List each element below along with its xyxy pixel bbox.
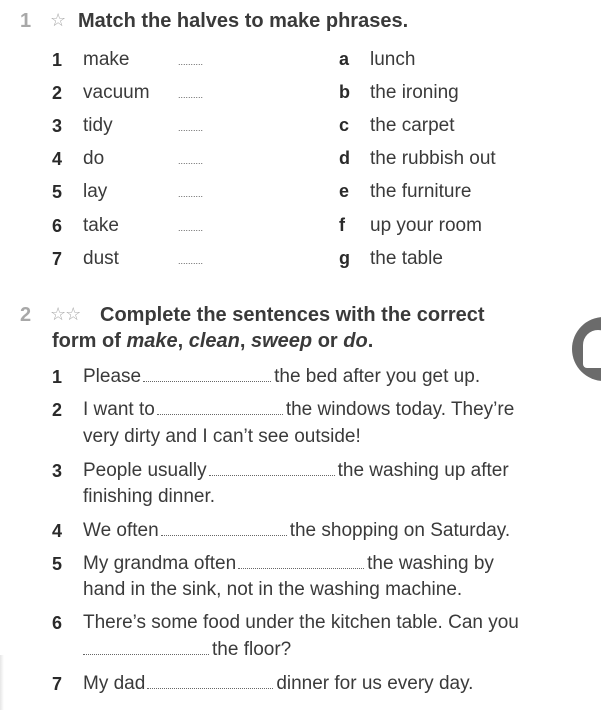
two-stars-icon: ☆☆ [50,304,81,324]
exercise-2-number: 2 [20,304,32,326]
option-text: the rubbish out [370,148,496,169]
exercise-2-title-line2: form of make, clean, sweep or do. [52,330,374,352]
item-number: 7 [52,249,63,269]
option-text: up your room [370,215,482,236]
item-text: lay [83,181,108,202]
item-text: dust [83,248,119,269]
head-silhouette-icon [583,330,601,368]
item-number: 4 [52,149,63,169]
answer-blank[interactable] [83,653,209,655]
option-text: the ironing [370,82,459,103]
page-edge-shadow [0,655,4,710]
verb-do: do [343,330,368,352]
star-icon: ☆ [50,10,66,30]
option-text: the table [370,248,443,269]
item-text: tidy [83,115,113,136]
answer-blank[interactable]: .......... [178,57,204,67]
exercise-1-number: 1 [20,10,32,32]
exercise-2-title-line1: Complete the sentences with the correct [100,304,485,326]
item-number: 2 [52,83,63,103]
option-text: the carpet [370,115,455,136]
verb-sweep: sweep [251,330,313,352]
option-text: lunch [370,49,416,70]
item-number: 1 [52,50,63,70]
answer-blank[interactable]: .......... [178,256,204,266]
answer-blank[interactable]: .......... [178,123,204,133]
option-letter: e [339,181,350,201]
item-number: 6 [52,216,63,236]
answer-blank[interactable]: .......... [178,189,204,199]
answer-blank[interactable] [147,687,273,689]
item-number: 5 [52,182,63,202]
option-letter: f [339,215,345,235]
item-text: make [83,49,130,70]
exercise-1-title: Match the halves to make phrases. [78,10,409,32]
answer-blank[interactable] [238,567,364,569]
verb-make: make [126,330,178,352]
answer-blank[interactable] [209,474,335,476]
answer-blank[interactable] [161,534,287,536]
answer-blank[interactable] [157,413,283,415]
verb-clean: clean [188,330,240,352]
option-letter: d [339,148,350,168]
item-text: do [83,148,105,169]
option-letter: a [339,49,350,69]
answer-blank[interactable]: .......... [178,223,204,233]
item-number: 3 [52,116,63,136]
answer-blank[interactable]: .......... [178,156,204,166]
option-text: the furniture [370,181,472,202]
item-text: vacuum [83,82,150,103]
answer-blank[interactable] [143,380,271,382]
option-letter: b [339,82,350,102]
option-letter: g [339,248,350,268]
item-text: take [83,215,119,236]
option-letter: c [339,115,350,135]
answer-blank[interactable]: .......... [178,90,204,100]
